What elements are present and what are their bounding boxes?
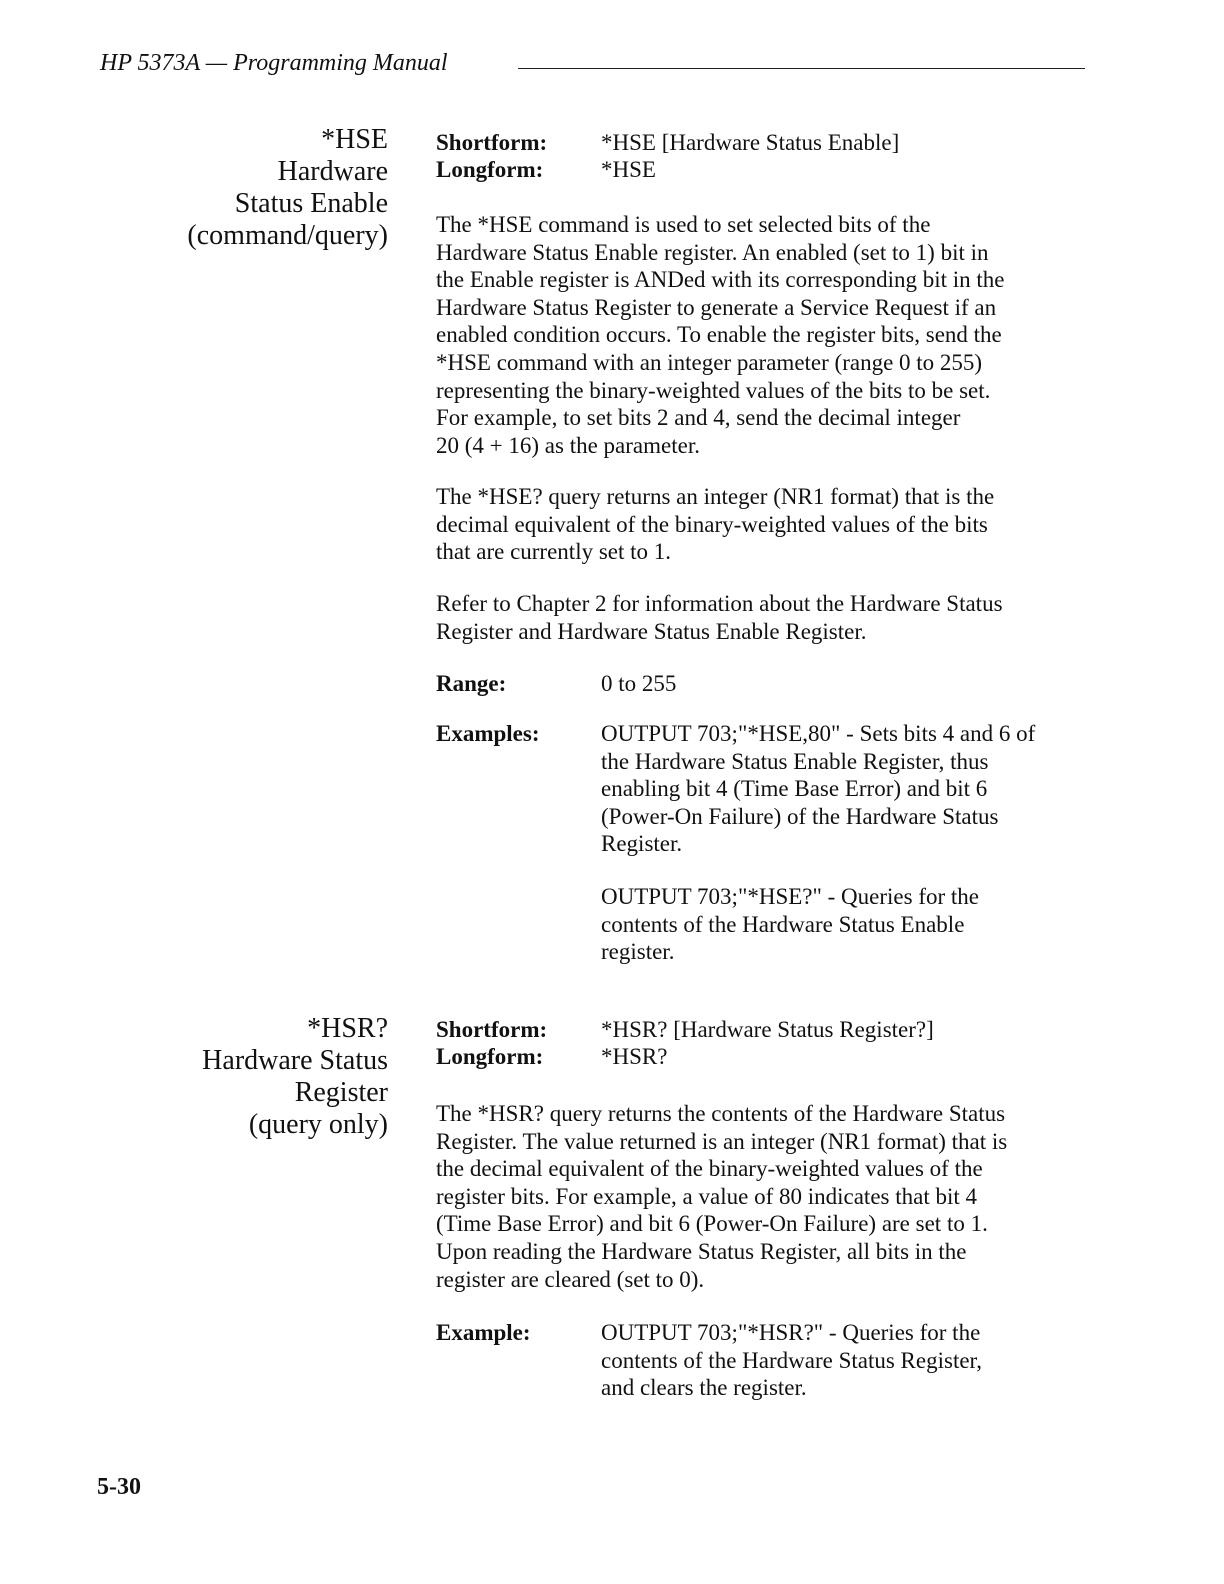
heading-line: *HSE bbox=[321, 124, 388, 155]
section-heading-hsr bbox=[202, 1013, 388, 1141]
text-line: Register. bbox=[601, 831, 683, 857]
range-value: 0 to 255 bbox=[601, 671, 677, 696]
text-line: that are currently set to 1. bbox=[436, 539, 672, 565]
example-block bbox=[601, 883, 979, 966]
heading-line: Hardware bbox=[277, 156, 388, 187]
text-line: The *HSE? query returns an integer (NR1 format) that is the bbox=[436, 484, 995, 509]
example-label: Example: bbox=[436, 1320, 531, 1345]
text-line: decimal equivalent of the binary-weighted values of the bits bbox=[436, 511, 988, 537]
example-block bbox=[601, 720, 1035, 858]
heading-line: (command/query) bbox=[187, 220, 388, 251]
examples-label: Examples: bbox=[436, 721, 540, 746]
shortform-label: Shortform: bbox=[436, 1017, 548, 1042]
shortform-value: *HSE [Hardware Status Enable] bbox=[601, 130, 900, 155]
text-line: OUTPUT 703;"*HSE?" - Queries for the bbox=[601, 884, 979, 909]
text-line: enabling bit 4 (Time Base Error) and bit 6 bbox=[601, 776, 988, 802]
text-line: contents of the Hardware Status Enable bbox=[601, 911, 965, 937]
heading-line: Register bbox=[294, 1077, 388, 1108]
text-line: and clears the register. bbox=[601, 1375, 807, 1401]
text-line: For example, to set bits 2 and 4, send the decimal integer bbox=[436, 405, 961, 431]
text-line: OUTPUT 703;"*HSE,80" - Sets bits 4 and 6 of bbox=[601, 721, 1036, 746]
text-line: OUTPUT 703;"*HSR?" - Queries for the bbox=[601, 1320, 981, 1345]
section-heading-hse bbox=[187, 124, 388, 252]
text-line: the Hardware Status Enable Register, thus bbox=[601, 748, 989, 774]
text-line: register. bbox=[601, 939, 675, 965]
reference-paragraph bbox=[436, 590, 1003, 645]
text-line: Hardware Status Enable register. An enabled (set to 1) bit in bbox=[436, 239, 989, 265]
text-line: register bits. For example, a value of 80 indicates that bit 4 bbox=[436, 1183, 977, 1209]
range-label: Range: bbox=[436, 671, 507, 696]
example-block bbox=[601, 1319, 982, 1402]
heading-line: Hardware Status bbox=[202, 1045, 388, 1076]
heading-line: (query only) bbox=[248, 1109, 388, 1140]
text-line: the Enable register is ANDed with its corresponding bit in the bbox=[436, 267, 1005, 293]
page-number: 5-30 bbox=[97, 1474, 141, 1500]
text-line: The *HSR? query returns the contents of the Hardware Status bbox=[436, 1101, 1006, 1126]
longform-label: Longform: bbox=[436, 1044, 544, 1069]
description-paragraph bbox=[436, 1100, 1007, 1293]
text-line: Refer to Chapter 2 for information about the Hardware Status bbox=[436, 591, 1003, 616]
text-line: The *HSE command is used to set selected bits of the bbox=[436, 212, 931, 237]
query-paragraph bbox=[436, 483, 994, 566]
heading-line: Status Enable bbox=[234, 188, 388, 219]
header-rule bbox=[518, 68, 1085, 69]
shortform-label: Shortform: bbox=[436, 130, 548, 155]
description-paragraph bbox=[436, 211, 1005, 459]
heading-line: *HSR? bbox=[307, 1013, 388, 1044]
text-line: Register and Hardware Status Enable Register. bbox=[436, 618, 867, 644]
longform-value: *HSR? bbox=[601, 1044, 668, 1069]
shortform-value: *HSR? [Hardware Status Register?] bbox=[601, 1017, 934, 1042]
text-line: Register. The value returned is an integer (NR1 format) that is bbox=[436, 1128, 1008, 1154]
text-line: 20 (4 + 16) as the parameter. bbox=[436, 432, 700, 458]
text-line: Upon reading the Hardware Status Register, all bits in the bbox=[436, 1238, 967, 1264]
text-line: representing the binary-weighted values of the bits to be set. bbox=[436, 377, 991, 403]
text-line: Hardware Status Register to generate a Service Request if an bbox=[436, 294, 997, 320]
text-line: (Time Base Error) and bit 6 (Power-On Failure) are set to 1. bbox=[436, 1211, 988, 1237]
text-line: the decimal equivalent of the binary-weighted values of the bbox=[436, 1156, 983, 1182]
text-line: *HSE command with an integer parameter (range 0 to 255) bbox=[436, 349, 983, 375]
longform-label: Longform: bbox=[436, 157, 544, 182]
text-line: (Power-On Failure) of the Hardware Status bbox=[601, 803, 999, 829]
longform-value: *HSE bbox=[601, 157, 656, 182]
text-line: register are cleared (set to 0). bbox=[436, 1266, 705, 1292]
running-header: HP 5373A — Programming Manual bbox=[100, 50, 448, 76]
text-line: contents of the Hardware Status Register, bbox=[601, 1347, 983, 1373]
text-line: enabled condition occurs. To enable the register bits, send the bbox=[436, 322, 1002, 348]
